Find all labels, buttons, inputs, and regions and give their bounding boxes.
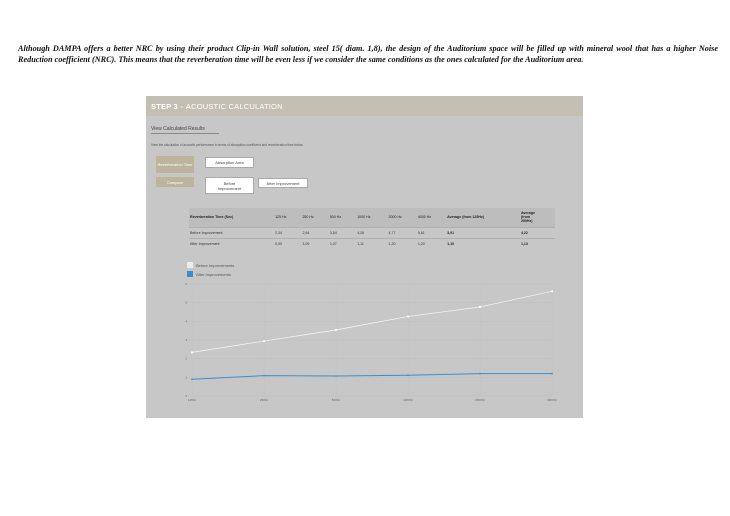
tab-absorption-area[interactable]: Absorption Area: [205, 157, 254, 168]
x-tick-label: 125hz: [187, 398, 197, 402]
data-point-before: [191, 351, 193, 353]
table-cell: 1,11: [357, 241, 364, 246]
reverberation-line-chart: [146, 96, 583, 418]
data-point-after: [479, 373, 481, 375]
y-tick-label: 0: [185, 394, 187, 398]
tab-reverberation-time[interactable]: Reverberation Time: [156, 156, 194, 173]
x-tick-label: 250hz: [259, 398, 269, 402]
y-tick-label: 3: [185, 338, 187, 342]
tab-before-improvement[interactable]: Before Improvement: [205, 177, 254, 194]
y-tick-label: 2: [185, 356, 187, 361]
data-point-after: [407, 374, 409, 376]
intro-paragraph: Although DAMPA offers a better NRC by using their product Clip-in Wall solution, steel 15( diam. 1,8), the design of the Auditorium space will be filled up with mineral wool that has a higher Noise Reduction coefficient (NRC). This means that the reverberation time will be even less if we consider the same conditions as the ones calculated for the Auditorium area.: [18, 44, 718, 64]
table-header: 125 Hz: [275, 215, 287, 220]
table-cell: After Improvement: [190, 241, 220, 246]
x-tick-label: 2000hz: [475, 398, 485, 402]
legend-label-after: After Improvements: [196, 271, 231, 277]
table-cell: 2,34: [275, 230, 283, 235]
acoustic-calculation-card: [146, 96, 583, 418]
y-tick-label: 4: [185, 319, 187, 324]
data-point-before: [551, 290, 553, 292]
x-tick-label: 500hz: [331, 398, 341, 402]
data-point-before: [263, 340, 265, 342]
y-tick-label: 1: [185, 375, 187, 380]
x-tick-label: 1000hz: [403, 398, 413, 402]
table-cell: 1,13: [520, 241, 528, 246]
data-point-after: [335, 375, 337, 377]
table-cell: 1,20: [388, 241, 396, 246]
view-results-title: View Calculated Results: [151, 126, 205, 132]
data-point-before: [335, 329, 337, 331]
step-title: ACOUSTIC CALCULATION: [185, 101, 283, 111]
data-point-before: [479, 306, 481, 308]
table-cell: 1,09: [302, 241, 310, 246]
table-cell: 1,20: [417, 241, 425, 246]
table-header: 4000 Hz: [417, 215, 432, 220]
legend-label-before: Before Improvements: [196, 262, 235, 268]
table-cell: 4,22: [520, 230, 528, 235]
table-cell: 0,90: [275, 241, 283, 246]
tab-compare[interactable]: Compare: [156, 177, 194, 187]
table-cell: 3,91: [447, 230, 455, 235]
table-header: 500 Hz: [329, 215, 342, 220]
table-header: Average (from 250Hz): [520, 211, 535, 224]
table-cell: 4,77: [388, 230, 396, 235]
table-cell: 1,10: [447, 241, 455, 246]
table-cell: 1,07: [329, 241, 337, 246]
series-line-after: [192, 374, 552, 380]
step-label: STEP 3 -: [151, 101, 183, 111]
data-point-after: [191, 378, 193, 380]
table-cell: Before Improvement: [190, 230, 223, 235]
tab-after-improvement[interactable]: After Improvement: [258, 178, 308, 188]
data-point-before: [407, 315, 409, 317]
y-tick-label: 6: [185, 282, 187, 286]
table-header: 1000 Hz: [357, 215, 371, 220]
table-cell: 5,61: [417, 230, 425, 235]
table-header: Reverberation Time (Sec): [190, 215, 234, 220]
table-cell: 2,94: [302, 230, 310, 235]
x-tick-label: 4000hz: [547, 398, 557, 402]
data-point-after: [551, 373, 553, 375]
series-line-before: [192, 291, 552, 352]
table-header: 2000 Hz: [388, 215, 402, 220]
table-cell: 3,54: [329, 230, 337, 235]
view-results-description: View the calculation of acoustic performance in terms of absorption coefficient and reverberation time below.: [151, 143, 304, 147]
y-tick-label: 5: [185, 300, 187, 305]
table-header: 250 Hz: [302, 215, 314, 220]
data-point-after: [263, 375, 265, 377]
table-cell: 4,26: [357, 230, 365, 235]
table-header: Average (from 125Hz): [447, 215, 484, 220]
